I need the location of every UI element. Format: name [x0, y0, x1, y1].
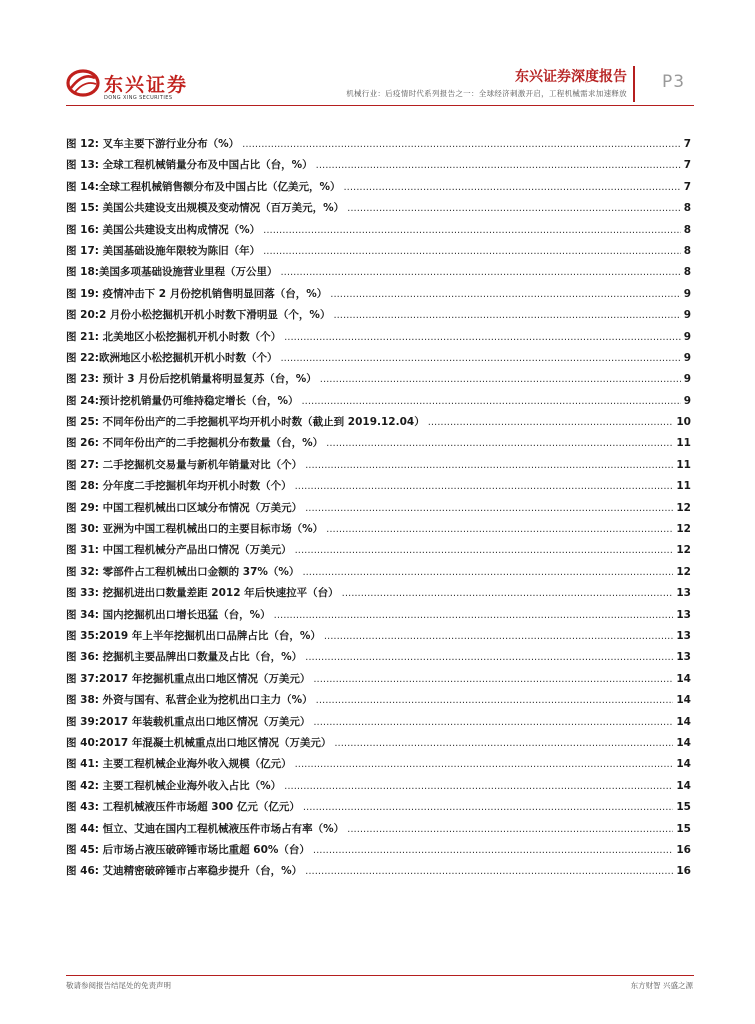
figure-title: 图 45: 后市场占液压破碎锤市场比重超 60%（台）	[66, 843, 310, 856]
figure-page-number: 14	[676, 758, 691, 771]
figure-page-number: 7	[683, 180, 691, 193]
figure-list-item[interactable]	[66, 712, 691, 733]
figure-title: 图 29: 中国工程机械出口区域分布情况（万美元）	[66, 501, 303, 514]
dot-leader	[295, 540, 674, 561]
figure-page-number: 11	[676, 437, 691, 450]
dot-leader	[330, 284, 680, 305]
figure-page-number: 15	[676, 801, 691, 814]
figure-page-number: 7	[683, 159, 691, 172]
figure-list-item[interactable]	[66, 562, 691, 583]
figure-title: 图 35:2019 年上半年挖掘机出口品牌占比（台，%）	[66, 629, 321, 642]
report-subtitle: 机械行业：后疫情时代系列报告之一：全球经济刺激开启，工程机械需求加速释放	[346, 89, 627, 98]
dot-leader	[302, 562, 673, 583]
dot-leader	[347, 198, 681, 219]
figure-list	[66, 134, 691, 883]
footer-rule	[66, 975, 694, 976]
figure-title: 图 30: 亚洲为中国工程机械出口的主要目标市场（%）	[66, 523, 324, 536]
dot-leader	[334, 733, 673, 754]
figure-title: 图 39:2017 年装载机重点出口地区情况（万美元）	[66, 715, 311, 728]
figure-page-number: 9	[683, 309, 691, 322]
figure-list-item[interactable]	[66, 155, 691, 176]
figure-title: 图 40:2017 年混凝土机械重点出口地区情况（万美元）	[66, 736, 332, 749]
dot-leader	[305, 861, 673, 882]
figure-page-number: 11	[676, 458, 691, 471]
figure-title: 图 25: 不同年份出产的二手挖掘机平均开机小时数（截止到 2019.12.04）	[66, 416, 425, 429]
figure-title: 图 36: 挖掘机主要品牌出口数量及占比（台，%）	[66, 651, 303, 664]
figure-title: 图 33: 挖掘机进出口数量差距 2012 年后快速拉平（台）	[66, 587, 339, 600]
disclaimer-note: 敬请参阅报告结尾处的免责声明	[66, 981, 171, 990]
dot-leader	[344, 177, 681, 198]
figure-page-number: 9	[683, 287, 691, 300]
figure-page-number: 8	[683, 202, 691, 215]
figure-page-number: 14	[676, 672, 691, 685]
figure-page-number: 9	[683, 351, 691, 364]
figure-title: 图 44: 恒立、艾迪在国内工程机械液压件市场占有率（%）	[66, 822, 345, 835]
figure-page-number: 16	[676, 865, 691, 878]
logo-english-name: DONG XING SECURITIES	[104, 95, 173, 101]
figure-page-number: 14	[676, 694, 691, 707]
figure-page-number: 8	[683, 223, 691, 236]
figure-list-item[interactable]	[66, 861, 691, 882]
dot-leader	[284, 327, 681, 348]
header-divider	[633, 66, 635, 102]
figure-title: 图 17: 美国基础设施年限较为陈旧（年）	[66, 244, 261, 257]
dot-leader	[313, 669, 673, 690]
figure-title: 图 21: 北美地区小松挖掘机开机小时数（个）	[66, 330, 282, 343]
figure-title: 图 12: 叉车主要下游行业分布（%）	[66, 138, 240, 150]
dot-leader	[313, 712, 673, 733]
figure-list-item[interactable]	[66, 819, 691, 840]
figure-list-item[interactable]	[66, 797, 691, 818]
figure-list-item[interactable]	[66, 412, 691, 433]
figure-page-number: 14	[676, 715, 691, 728]
figure-title: 图 16: 美国公共建设支出构成情况（%）	[66, 223, 261, 236]
dot-leader	[302, 391, 681, 412]
dot-leader	[263, 220, 681, 241]
figure-page-number: 9	[683, 373, 691, 386]
figure-list-item[interactable]	[66, 455, 691, 476]
dot-leader	[333, 305, 680, 326]
figure-page-number: 14	[676, 779, 691, 792]
dot-leader	[313, 840, 673, 861]
figure-title: 图 20:2 月份小松挖掘机开机小时数下滑明显（个，%）	[66, 309, 331, 322]
figure-title: 图 27: 二手挖掘机交易量与新机年销量对比（个）	[66, 458, 303, 471]
figure-title: 图 19: 疫情冲击下 2 月份挖机销售明显回落（台，%）	[66, 287, 328, 300]
figure-title: 图 14:全球工程机械销售额分布及中国占比（亿美元，%）	[66, 180, 341, 193]
dot-leader	[305, 455, 673, 476]
dot-leader	[303, 797, 674, 818]
figure-page-number: 14	[676, 736, 691, 749]
figure-list-item[interactable]	[66, 134, 691, 155]
figure-title: 图 26: 不同年份出产的二手挖掘机分布数量（台，%）	[66, 437, 324, 450]
dot-leader	[242, 134, 681, 155]
figure-title: 图 22:欧洲地区小松挖掘机开机小时数（个）	[66, 351, 278, 364]
dot-leader	[324, 626, 674, 647]
figure-list-item[interactable]	[66, 369, 691, 390]
figure-list-item[interactable]	[66, 177, 691, 198]
figure-title: 图 32: 零部件占工程机械出口金额的 37%（%）	[66, 565, 300, 578]
figure-title: 图 46: 艾迪精密破碎锤市占率稳步提升（台，%）	[66, 865, 303, 878]
figure-title: 图 13: 全球工程机械销量分布及中国占比（台，%）	[66, 159, 313, 172]
figure-title: 图 28: 分年度二手挖掘机年均开机小时数（个）	[66, 480, 292, 493]
figure-list-item[interactable]	[66, 476, 691, 497]
figure-list-item[interactable]	[66, 840, 691, 861]
dot-leader	[274, 605, 674, 626]
dot-leader	[295, 754, 674, 775]
dot-leader	[347, 819, 673, 840]
report-title: 东兴证券深度报告	[515, 69, 627, 85]
dot-leader	[280, 348, 680, 369]
page-number: P3	[662, 72, 686, 92]
figure-list-item[interactable]	[66, 498, 691, 519]
dot-leader	[305, 498, 673, 519]
figure-list-item[interactable]	[66, 348, 691, 369]
figure-title: 图 15: 美国公共建设支出规模及变动情况（百万美元，%）	[66, 202, 345, 215]
figure-title: 图 23: 预计 3 月份后挖机销量将明显复苏（台，%）	[66, 373, 317, 386]
figure-title: 图 31: 中国工程机械分产品出口情况（万美元）	[66, 544, 292, 557]
figure-list-item[interactable]	[66, 669, 691, 690]
figure-page-number: 13	[676, 629, 691, 642]
dot-leader	[326, 433, 673, 454]
figure-title: 图 24:预计挖机销量仍可维持稳定增长（台，%）	[66, 394, 299, 407]
figure-page-number: 15	[676, 822, 691, 835]
company-slogan: 东方财智 兴盛之源	[630, 981, 693, 990]
figure-page-number: 9	[683, 330, 691, 343]
dot-leader	[342, 583, 674, 604]
figure-list-item[interactable]	[66, 754, 691, 775]
figure-list-item[interactable]	[66, 433, 691, 454]
figure-list-item[interactable]	[66, 519, 691, 540]
figure-list-item[interactable]	[66, 198, 691, 219]
dot-leader	[284, 776, 673, 797]
figure-title: 图 41: 主要工程机械企业海外收入规模（亿元）	[66, 758, 292, 771]
figure-list-item[interactable]	[66, 626, 691, 647]
figure-list-item[interactable]	[66, 605, 691, 626]
figure-page-number: 12	[676, 565, 691, 578]
figure-page-number: 13	[676, 608, 691, 621]
dot-leader	[316, 155, 681, 176]
figure-list-item[interactable]	[66, 647, 691, 668]
figure-title: 图 43: 工程机械液压件市场超 300 亿元（亿元）	[66, 801, 300, 814]
dot-leader	[280, 262, 680, 283]
figure-list-item[interactable]	[66, 540, 691, 561]
dot-leader	[263, 241, 681, 262]
figure-page-number: 12	[676, 501, 691, 514]
figure-page-number: 8	[683, 244, 691, 257]
logo-chinese-name: 东兴证券	[104, 74, 189, 96]
figure-list-item[interactable]	[66, 327, 691, 348]
dot-leader	[305, 647, 673, 668]
figure-list-item[interactable]	[66, 690, 691, 711]
figure-title: 图 38: 外资与国有、私营企业为挖机出口主力（%）	[66, 694, 313, 707]
header-rule	[66, 105, 694, 106]
figure-list-item[interactable]	[66, 262, 691, 283]
figure-page-number: 7	[683, 138, 691, 150]
figure-page-number: 12	[676, 523, 691, 536]
figure-list-item[interactable]	[66, 284, 691, 305]
figure-list-item[interactable]	[66, 305, 691, 326]
figure-title: 图 37:2017 年挖掘机重点出口地区情况（万美元）	[66, 672, 311, 685]
figure-list-item[interactable]	[66, 241, 691, 262]
figure-list-item[interactable]	[66, 733, 691, 754]
figure-page-number: 13	[676, 651, 691, 664]
figure-list-item[interactable]	[66, 776, 691, 797]
figure-title: 图 42: 主要工程机械企业海外收入占比（%）	[66, 779, 282, 792]
dot-leader	[320, 369, 681, 390]
logo-mark-icon	[66, 66, 100, 100]
figure-title: 图 18:美国多项基础设施营业里程（万公里）	[66, 266, 278, 279]
dot-leader	[295, 476, 674, 497]
figure-page-number: 11	[676, 480, 691, 493]
figure-page-number: 8	[683, 266, 691, 279]
company-logo	[66, 66, 196, 106]
figure-list-item[interactable]	[66, 220, 691, 241]
figure-list-item[interactable]	[66, 583, 691, 604]
figure-page-number: 9	[683, 394, 691, 407]
figure-page-number: 13	[676, 587, 691, 600]
dot-leader	[428, 412, 674, 433]
figure-page-number: 10	[676, 416, 691, 429]
dot-leader	[326, 519, 673, 540]
figure-page-number: 16	[676, 843, 691, 856]
figure-list-item[interactable]	[66, 391, 691, 412]
dot-leader	[316, 690, 674, 711]
figure-title: 图 34: 国内挖掘机出口增长迅猛（台，%）	[66, 608, 271, 621]
figure-page-number: 12	[676, 544, 691, 557]
